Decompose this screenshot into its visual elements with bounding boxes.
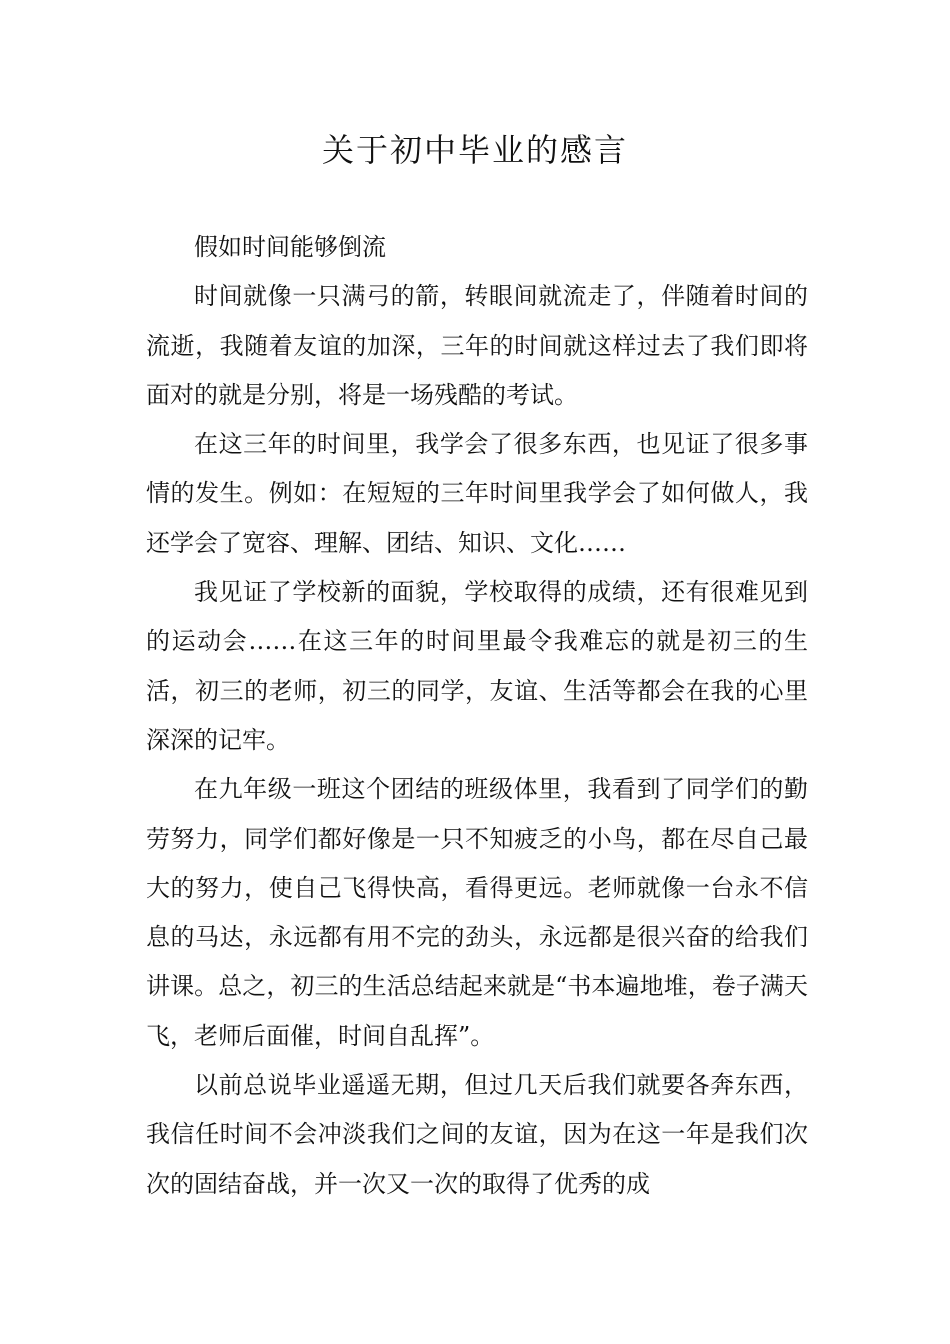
paragraph: 在九年级一班这个团结的班级体里，我看到了同学们的勤劳努力，同学们都好像是一只不知疲乏的小鸟，都在尽自己最大的努力，使自己飞得快高，看得更远。老师就像一台永不信息的马达，永远都有用不完的劲头，永远都是很兴奋的给我们讲课。总之，初三的生活总结起来就是“书本遍地堆，卷子满天飞，老师后面催，时间自乱挥”。 [146,775,808,1050]
document-body [146,223,808,1209]
paragraph: 在这三年的时间里，我学会了很多东西，也见证了很多事情的发生。例如：在短短的三年时间里我学会了如何做人，我还学会了宽容、理解、团结、知识、文化…… [146,430,808,557]
paragraph: 假如时间能够倒流 [194,233,386,261]
paragraph: 时间就像一只满弓的箭，转眼间就流走了，伴随着时间的流逝，我随着友谊的加深，三年的时间就这样过去了我们即将面对的就是分别，将是一场残酷的考试。 [146,282,808,409]
paragraph: 我见证了学校新的面貌，学校取得的成绩，还有很难见到的运动会……在这三年的时间里最令我难忘的就是初三的生活，初三的老师，初三的同学，友谊、生活等都会在我的心里深深的记牢。 [146,578,808,754]
paragraph: 以前总说毕业遥遥无期，但过几天后我们就要各奔东西，我信任时间不会冲淡我们之间的友谊，因为在这一年是我们次次的固结奋战，并一次又一次的取得了优秀的成 [146,1071,808,1198]
document-title: 关于初中毕业的感言 [321,131,628,169]
